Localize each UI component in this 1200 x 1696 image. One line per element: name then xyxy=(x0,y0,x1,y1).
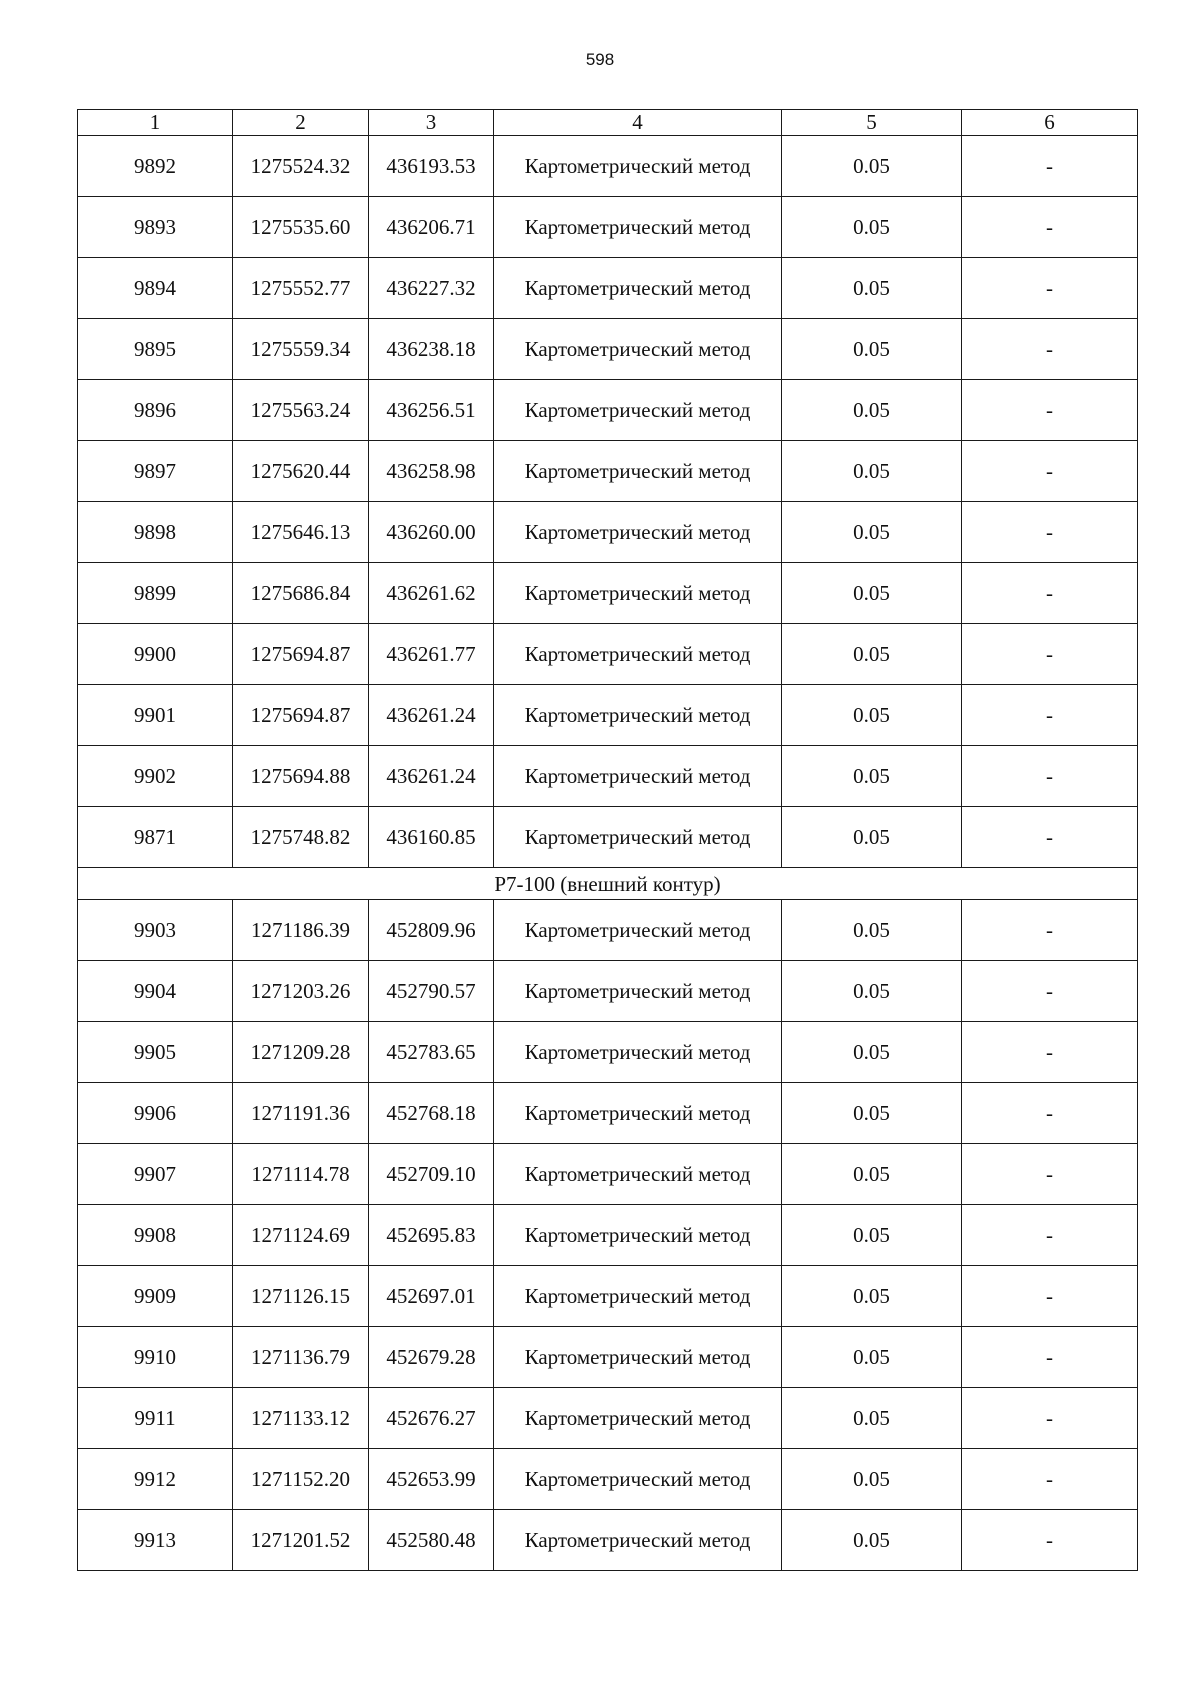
x-coordinate-cell: 1271203.26 xyxy=(233,961,369,1022)
description-cell: - xyxy=(962,136,1138,197)
table-body xyxy=(78,136,1138,1571)
page-number: 598 xyxy=(585,50,615,69)
y-coordinate-cell: 452697.01 xyxy=(369,1266,494,1327)
description-cell: - xyxy=(962,807,1138,868)
point-number-cell: 9902 xyxy=(78,746,233,807)
x-coordinate-cell: 1275686.84 xyxy=(233,563,369,624)
y-coordinate-cell: 452653.99 xyxy=(369,1449,494,1510)
table-row xyxy=(78,197,1138,258)
point-number-cell: 9901 xyxy=(78,685,233,746)
y-coordinate-cell: 436261.24 xyxy=(369,746,494,807)
accuracy-cell: 0.05 xyxy=(782,197,962,258)
x-coordinate-cell: 1271152.20 xyxy=(233,1449,369,1510)
point-number-cell: 9896 xyxy=(78,380,233,441)
method-cell: Картометрический метод xyxy=(494,746,782,807)
x-coordinate-cell: 1271136.79 xyxy=(233,1327,369,1388)
method-cell: Картометрический метод xyxy=(494,624,782,685)
method-cell: Картометрический метод xyxy=(494,807,782,868)
y-coordinate-cell: 452580.48 xyxy=(369,1510,494,1571)
x-coordinate-cell: 1275694.88 xyxy=(233,746,369,807)
point-number-cell: 9913 xyxy=(78,1510,233,1571)
table-row xyxy=(78,1083,1138,1144)
point-number-cell: 9897 xyxy=(78,441,233,502)
column-header: 3 xyxy=(369,110,494,136)
method-cell: Картометрический метод xyxy=(494,563,782,624)
y-coordinate-cell: 436206.71 xyxy=(369,197,494,258)
description-cell: - xyxy=(962,624,1138,685)
y-coordinate-cell: 452679.28 xyxy=(369,1327,494,1388)
column-header: 6 xyxy=(962,110,1138,136)
table-row xyxy=(78,319,1138,380)
table-row xyxy=(78,685,1138,746)
point-number-cell: 9903 xyxy=(78,900,233,961)
method-cell: Картометрический метод xyxy=(494,1266,782,1327)
description-cell: - xyxy=(962,1266,1138,1327)
point-number-cell: 9907 xyxy=(78,1144,233,1205)
column-header: 1 xyxy=(78,110,233,136)
method-cell: Картометрический метод xyxy=(494,1022,782,1083)
point-number-cell: 9909 xyxy=(78,1266,233,1327)
accuracy-cell: 0.05 xyxy=(782,1266,962,1327)
y-coordinate-cell: 452790.57 xyxy=(369,961,494,1022)
y-coordinate-cell: 452695.83 xyxy=(369,1205,494,1266)
y-coordinate-cell: 436256.51 xyxy=(369,380,494,441)
point-number-cell: 9911 xyxy=(78,1388,233,1449)
accuracy-cell: 0.05 xyxy=(782,136,962,197)
accuracy-cell: 0.05 xyxy=(782,1327,962,1388)
section-header-row xyxy=(78,868,1138,900)
table-row xyxy=(78,380,1138,441)
y-coordinate-cell: 452768.18 xyxy=(369,1083,494,1144)
x-coordinate-cell: 1271186.39 xyxy=(233,900,369,961)
accuracy-cell: 0.05 xyxy=(782,1022,962,1083)
x-coordinate-cell: 1275563.24 xyxy=(233,380,369,441)
y-coordinate-cell: 452709.10 xyxy=(369,1144,494,1205)
table-row xyxy=(78,1388,1138,1449)
method-cell: Картометрический метод xyxy=(494,685,782,746)
coordinates-table xyxy=(77,109,1138,1571)
x-coordinate-cell: 1271124.69 xyxy=(233,1205,369,1266)
point-number-cell: 9895 xyxy=(78,319,233,380)
x-coordinate-cell: 1271201.52 xyxy=(233,1510,369,1571)
method-cell: Картометрический метод xyxy=(494,1083,782,1144)
y-coordinate-cell: 452783.65 xyxy=(369,1022,494,1083)
table-row xyxy=(78,1449,1138,1510)
accuracy-cell: 0.05 xyxy=(782,319,962,380)
table-row xyxy=(78,1205,1138,1266)
method-cell: Картометрический метод xyxy=(494,1510,782,1571)
accuracy-cell: 0.05 xyxy=(782,1388,962,1449)
description-cell: - xyxy=(962,1388,1138,1449)
accuracy-cell: 0.05 xyxy=(782,1083,962,1144)
table-row xyxy=(78,961,1138,1022)
table-row xyxy=(78,900,1138,961)
accuracy-cell: 0.05 xyxy=(782,258,962,319)
table-row xyxy=(78,502,1138,563)
x-coordinate-cell: 1271191.36 xyxy=(233,1083,369,1144)
column-header: 2 xyxy=(233,110,369,136)
table-row xyxy=(78,1266,1138,1327)
accuracy-cell: 0.05 xyxy=(782,807,962,868)
point-number-cell: 9892 xyxy=(78,136,233,197)
description-cell: - xyxy=(962,900,1138,961)
table-row xyxy=(78,1510,1138,1571)
section-title: Р7-100 (внешний контур) xyxy=(78,868,1138,900)
method-cell: Картометрический метод xyxy=(494,197,782,258)
description-cell: - xyxy=(962,1022,1138,1083)
table-row xyxy=(78,136,1138,197)
y-coordinate-cell: 436261.62 xyxy=(369,563,494,624)
x-coordinate-cell: 1275559.34 xyxy=(233,319,369,380)
x-coordinate-cell: 1271126.15 xyxy=(233,1266,369,1327)
method-cell: Картометрический метод xyxy=(494,441,782,502)
point-number-cell: 9905 xyxy=(78,1022,233,1083)
x-coordinate-cell: 1275552.77 xyxy=(233,258,369,319)
description-cell: - xyxy=(962,1083,1138,1144)
description-cell: - xyxy=(962,961,1138,1022)
point-number-cell: 9908 xyxy=(78,1205,233,1266)
point-number-cell: 9899 xyxy=(78,563,233,624)
description-cell: - xyxy=(962,258,1138,319)
accuracy-cell: 0.05 xyxy=(782,685,962,746)
accuracy-cell: 0.05 xyxy=(782,1510,962,1571)
description-cell: - xyxy=(962,1449,1138,1510)
description-cell: - xyxy=(962,441,1138,502)
description-cell: - xyxy=(962,746,1138,807)
x-coordinate-cell: 1275535.60 xyxy=(233,197,369,258)
method-cell: Картометрический метод xyxy=(494,258,782,319)
point-number-cell: 9900 xyxy=(78,624,233,685)
table-row xyxy=(78,563,1138,624)
description-cell: - xyxy=(962,380,1138,441)
accuracy-cell: 0.05 xyxy=(782,563,962,624)
x-coordinate-cell: 1275646.13 xyxy=(233,502,369,563)
table-row xyxy=(78,1144,1138,1205)
description-cell: - xyxy=(962,1327,1138,1388)
method-cell: Картометрический метод xyxy=(494,319,782,380)
column-header: 4 xyxy=(494,110,782,136)
table-header-row xyxy=(78,110,1138,136)
x-coordinate-cell: 1275694.87 xyxy=(233,685,369,746)
description-cell: - xyxy=(962,685,1138,746)
y-coordinate-cell: 452676.27 xyxy=(369,1388,494,1449)
description-cell: - xyxy=(962,1205,1138,1266)
x-coordinate-cell: 1275748.82 xyxy=(233,807,369,868)
y-coordinate-cell: 436238.18 xyxy=(369,319,494,380)
method-cell: Картометрический метод xyxy=(494,900,782,961)
accuracy-cell: 0.05 xyxy=(782,1144,962,1205)
description-cell: - xyxy=(962,563,1138,624)
x-coordinate-cell: 1275620.44 xyxy=(233,441,369,502)
column-header: 5 xyxy=(782,110,962,136)
x-coordinate-cell: 1271133.12 xyxy=(233,1388,369,1449)
method-cell: Картометрический метод xyxy=(494,1205,782,1266)
description-cell: - xyxy=(962,502,1138,563)
method-cell: Картометрический метод xyxy=(494,1327,782,1388)
accuracy-cell: 0.05 xyxy=(782,1205,962,1266)
y-coordinate-cell: 436160.85 xyxy=(369,807,494,868)
accuracy-cell: 0.05 xyxy=(782,502,962,563)
method-cell: Картометрический метод xyxy=(494,1144,782,1205)
method-cell: Картометрический метод xyxy=(494,1449,782,1510)
method-cell: Картометрический метод xyxy=(494,1388,782,1449)
table-row xyxy=(78,1327,1138,1388)
x-coordinate-cell: 1275694.87 xyxy=(233,624,369,685)
accuracy-cell: 0.05 xyxy=(782,624,962,685)
method-cell: Картометрический метод xyxy=(494,502,782,563)
table-row xyxy=(78,258,1138,319)
y-coordinate-cell: 436258.98 xyxy=(369,441,494,502)
method-cell: Картометрический метод xyxy=(494,961,782,1022)
point-number-cell: 9904 xyxy=(78,961,233,1022)
y-coordinate-cell: 436227.32 xyxy=(369,258,494,319)
description-cell: - xyxy=(962,1144,1138,1205)
y-coordinate-cell: 452809.96 xyxy=(369,900,494,961)
accuracy-cell: 0.05 xyxy=(782,961,962,1022)
x-coordinate-cell: 1275524.32 xyxy=(233,136,369,197)
method-cell: Картометрический метод xyxy=(494,380,782,441)
y-coordinate-cell: 436260.00 xyxy=(369,502,494,563)
accuracy-cell: 0.05 xyxy=(782,900,962,961)
point-number-cell: 9912 xyxy=(78,1449,233,1510)
y-coordinate-cell: 436193.53 xyxy=(369,136,494,197)
accuracy-cell: 0.05 xyxy=(782,380,962,441)
y-coordinate-cell: 436261.24 xyxy=(369,685,494,746)
accuracy-cell: 0.05 xyxy=(782,441,962,502)
point-number-cell: 9906 xyxy=(78,1083,233,1144)
method-cell: Картометрический метод xyxy=(494,136,782,197)
description-cell: - xyxy=(962,319,1138,380)
x-coordinate-cell: 1271209.28 xyxy=(233,1022,369,1083)
table-row xyxy=(78,807,1138,868)
accuracy-cell: 0.05 xyxy=(782,1449,962,1510)
table-row xyxy=(78,441,1138,502)
description-cell: - xyxy=(962,1510,1138,1571)
description-cell: - xyxy=(962,197,1138,258)
point-number-cell: 9894 xyxy=(78,258,233,319)
point-number-cell: 9893 xyxy=(78,197,233,258)
table-row xyxy=(78,746,1138,807)
y-coordinate-cell: 436261.77 xyxy=(369,624,494,685)
point-number-cell: 9898 xyxy=(78,502,233,563)
x-coordinate-cell: 1271114.78 xyxy=(233,1144,369,1205)
point-number-cell: 9910 xyxy=(78,1327,233,1388)
table-row xyxy=(78,1022,1138,1083)
point-number-cell: 9871 xyxy=(78,807,233,868)
table-row xyxy=(78,624,1138,685)
accuracy-cell: 0.05 xyxy=(782,746,962,807)
